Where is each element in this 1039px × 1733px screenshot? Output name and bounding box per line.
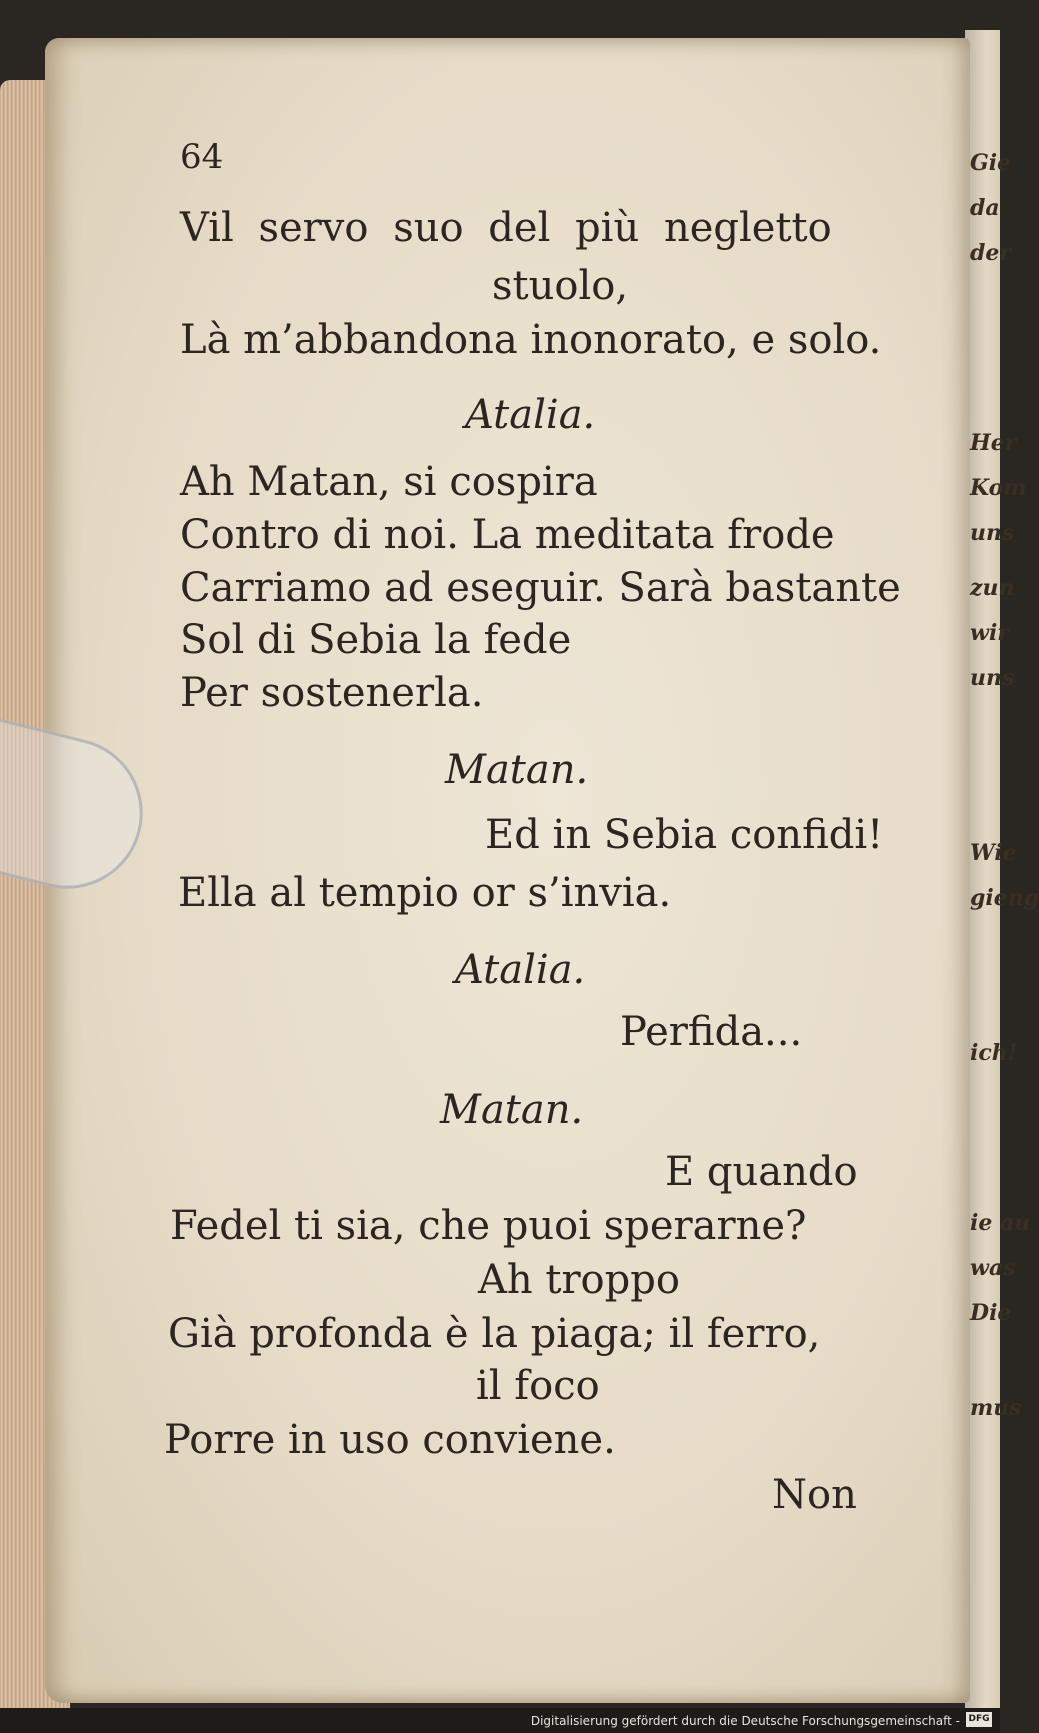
facing-text: da	[970, 195, 1000, 221]
verse-line: Porre in uso conviene.	[164, 1417, 616, 1463]
verse-line: Vil servo suo del più negletto	[180, 205, 832, 251]
catchword: Non	[772, 1472, 857, 1518]
verse-line: Ah Matan, si cospira	[180, 459, 598, 505]
facing-text: Her	[970, 430, 1017, 456]
verse-line: E quando	[665, 1149, 858, 1195]
speaker-name: Matan.	[440, 1087, 584, 1133]
facing-text: Wie	[970, 840, 1017, 866]
facing-text: Die	[970, 1300, 1012, 1326]
facing-text: ich!	[970, 1040, 1018, 1066]
facing-text: ie au	[970, 1210, 1031, 1236]
speaker-name: Atalia.	[455, 947, 586, 993]
facing-text: uns	[970, 520, 1015, 546]
facing-text: Kom	[970, 475, 1027, 501]
verse-line: stuolo,	[492, 263, 629, 309]
speaker-name: Atalia.	[465, 392, 596, 438]
speaker-name: Matan.	[445, 747, 589, 793]
page-number: 64	[180, 137, 224, 177]
verse-line: Contro di noi. La meditata frode	[180, 512, 835, 558]
verse-line: Là m’abbandona inonorato, e solo.	[180, 317, 882, 363]
verse-line: Carriamo ad eseguir. Sarà bastante	[180, 565, 901, 611]
facing-text: wir	[970, 620, 1009, 646]
verse-line: Già profonda è la piaga; il ferro,	[168, 1311, 821, 1357]
verse-line: Ed in Sebia confidi!	[485, 812, 884, 858]
facing-text: Gie	[970, 150, 1012, 176]
dfg-logo: DFG	[966, 1712, 992, 1727]
verse-line: Perfida...	[620, 1009, 803, 1055]
verse-line: Fedel ti sia, che puoi sperarne?	[170, 1203, 807, 1249]
facing-text: was	[970, 1255, 1016, 1281]
verse-line: Ella al tempio or s’invia.	[178, 870, 672, 916]
verse-line: Per sostenerla.	[180, 670, 484, 716]
facing-text: gieng	[970, 885, 1039, 911]
facing-text: zun	[970, 575, 1015, 601]
verse-line: Ah troppo	[478, 1257, 680, 1303]
facing-text: der	[970, 240, 1011, 266]
verse-line: Sol di Sebia la fede	[180, 617, 572, 663]
facing-text: uns	[970, 665, 1015, 691]
facing-text: mus	[970, 1395, 1022, 1421]
digitization-credit: Digitalisierung gefördert durch die Deutsche Forschungsgemeinschaft -	[530, 1714, 960, 1728]
verse-line: il foco	[476, 1363, 600, 1409]
